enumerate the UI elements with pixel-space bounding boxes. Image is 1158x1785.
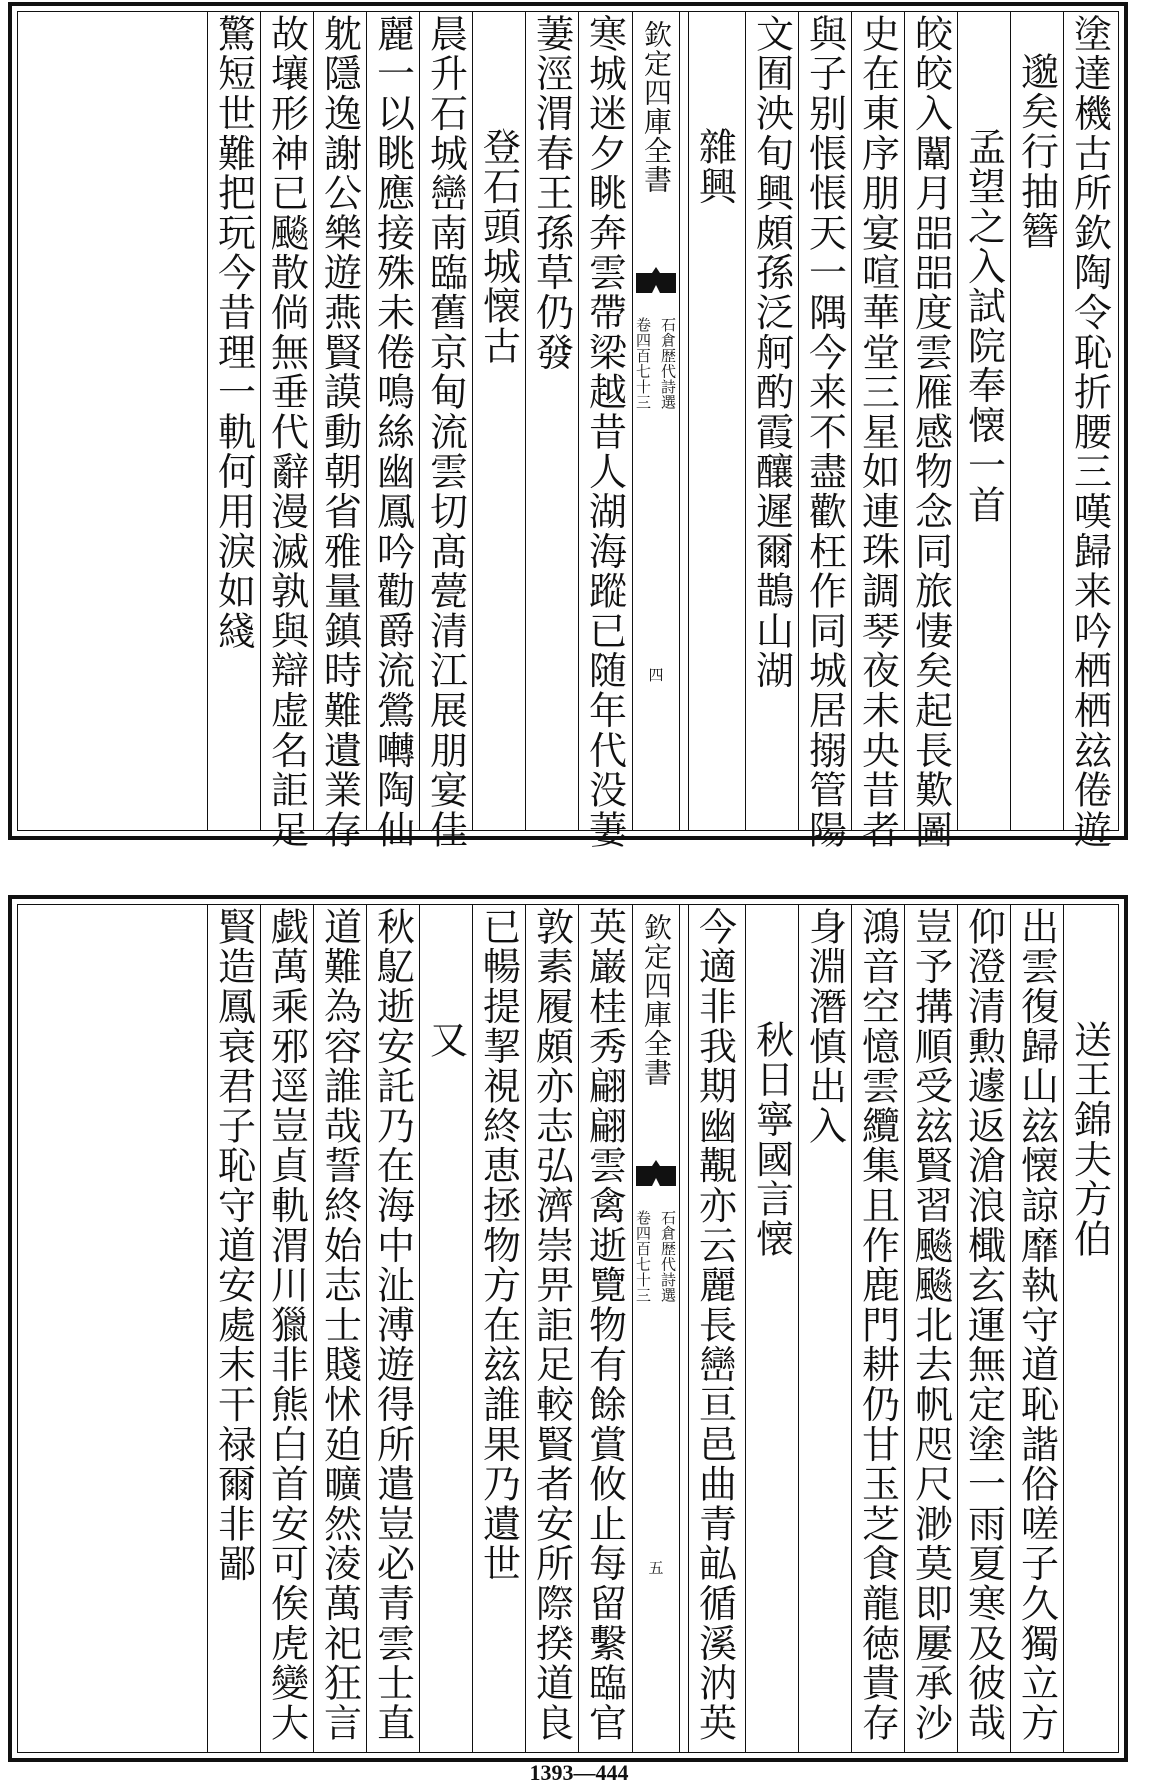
top-page [8, 2, 1128, 850]
column-rule [1010, 905, 1011, 1752]
column-text: 送王錦夫方伯 [1067, 1020, 1112, 1259]
column-rule [1063, 905, 1064, 1752]
column-rule [578, 905, 579, 1752]
column-text: 晨升石城巒南臨舊京甸流雲切髙甍清江展朋宴佳 [423, 14, 468, 850]
text-column [798, 12, 851, 850]
column-rule [957, 12, 958, 830]
column-text: 麗一以眺應接殊未倦鳴絲幽鳳吟勸爵流鶯囀陶仙 [370, 14, 415, 850]
text-column [957, 12, 1010, 830]
column-text: 寒城迷夕眺奔雲帶梁越昔人湖海蹤已随年代没萋 [582, 14, 627, 850]
column-text: 敦素履頗亦志弘濟崇畀詎足較賢者安所際揆道良 [529, 907, 574, 1743]
column-rule [688, 12, 689, 830]
text-column [472, 12, 525, 830]
text-column [578, 905, 631, 1752]
column-rule [419, 12, 420, 830]
column-rule [207, 905, 208, 1752]
column-rule [313, 12, 314, 830]
fold-edge [679, 905, 680, 1752]
column-text: 與子别悵悵天一隅今来不盡歡枉作同城居搦管陽 [802, 14, 847, 850]
column-text: 豈予搆順受玆賢習飈飈北去帆咫尺渺莫即屢承沙 [908, 907, 953, 1743]
text-column [1063, 12, 1116, 850]
text-column [957, 905, 1010, 1752]
column-rule [957, 905, 958, 1752]
column-text: 雜興 [692, 127, 737, 207]
top-page-frame [17, 11, 1119, 850]
column-text: 塗達機古所欽陶令恥折腰三嘆歸来吟栖栖玆倦遊 [1067, 14, 1112, 850]
column-rule [578, 12, 579, 830]
column-text: 道難為容誰哉誓終始志士賤怵廹曠然淩萬祀狂言 [317, 907, 362, 1743]
text-column [207, 905, 260, 1752]
text-column [419, 905, 472, 1752]
text-column [851, 12, 904, 850]
fold-series-title: 欽定四庫全書 [640, 913, 673, 1087]
column-rule [745, 905, 746, 1752]
column-rule [525, 905, 526, 1752]
text-column [745, 905, 798, 1752]
fold-series-title: 欽定四庫全書 [640, 20, 673, 194]
column-rule [904, 905, 905, 1752]
column-rule [472, 905, 473, 1752]
fold-book-title: 石倉歴代詩選 [659, 1210, 677, 1303]
text-column [1063, 905, 1116, 1752]
text-column [260, 905, 313, 1752]
text-column [419, 12, 472, 850]
column-rule [472, 12, 473, 830]
column-rule [366, 12, 367, 830]
column-text: 史在東序朋宴喧華堂三星如連珠調琴夜未央昔者 [855, 14, 900, 850]
column-text: 鴻音空憶雲纜集且作鹿門耕仍甘玉芝食龍徳貴存 [855, 907, 900, 1743]
column-rule [525, 12, 526, 830]
fold-edge [679, 12, 680, 830]
text-column [525, 12, 578, 830]
column-rule [260, 905, 261, 1752]
fishtail-mark-icon [636, 1160, 676, 1186]
column-rule [688, 905, 689, 1752]
column-text: 今適非我期幽覯亦云麗長巒亘邑曲青畆循溪汭英 [692, 907, 737, 1743]
column-rule [419, 905, 420, 1752]
column-rule [851, 12, 852, 830]
text-column [260, 12, 313, 850]
column-text: 登石頭城懐古 [476, 127, 521, 366]
column-rule [207, 12, 208, 830]
text-column [525, 905, 578, 1752]
column-text: 又 [423, 1020, 468, 1060]
column-rule [366, 905, 367, 1752]
text-column [1010, 12, 1063, 830]
column-rule [1010, 12, 1011, 830]
column-rule [798, 12, 799, 830]
text-column [1010, 905, 1063, 1752]
text-column [366, 12, 419, 850]
text-column [688, 905, 741, 1752]
center-fold [632, 12, 680, 830]
column-rule [798, 905, 799, 1752]
column-text: 秋鳦逝安託乃在海中沚溥遊得所遣豈必青雲士直 [370, 907, 415, 1743]
column-text: 身淵潛慎出入 [802, 907, 847, 1146]
column-text: 躭隱逸謝公樂遊燕賢謨動朝省雅量鎮時難遺業存 [317, 14, 362, 850]
fold-meta [634, 317, 678, 410]
column-text: 故壤形神已飈散倘無垂代辭漫滅孰與辯虚名詎足 [264, 14, 309, 850]
column-text: 賢造鳳衰君子恥守道安處末干禄爾非鄙 [211, 907, 256, 1584]
column-text: 文囿泱旬興頗孫泛舸酌霞釀遲爾鵲山湖 [749, 14, 794, 691]
text-column [578, 12, 631, 850]
column-rule [313, 905, 314, 1752]
column-rule [1063, 12, 1064, 830]
column-text: 邈矣行抽簪 [1014, 52, 1059, 251]
column-rule [851, 905, 852, 1752]
column-text: 英巌桂秀翩翩雲禽逝覽物有餘賞攸止每留繫臨官 [582, 907, 627, 1743]
fishtail-mark-icon [636, 267, 676, 293]
text-column [472, 905, 525, 1752]
text-column [313, 12, 366, 850]
column-rule [904, 12, 905, 830]
fold-edge [632, 905, 633, 1752]
fold-meta [634, 1210, 678, 1303]
column-text: 仰澄清勲遽返滄浪檝玄運無定塗一雨夏寒及彼哉 [961, 907, 1006, 1743]
page-number: 1393—444 [529, 1760, 629, 1785]
column-text: 驚短世難把玩今昔理一軌何用淚如綫 [211, 14, 256, 651]
text-column [745, 12, 798, 830]
column-text: 萋涇渭春王孫草仍發 [529, 14, 574, 373]
column-text: 孟望之入試院奉懐一首 [961, 127, 1006, 525]
fold-volume: 卷四百七十三 [634, 317, 652, 410]
bottom-page-frame [17, 904, 1119, 1753]
text-column [313, 905, 366, 1752]
column-rule [745, 12, 746, 830]
column-text: 已暢提挈視終恵拯物方在玆誰果乃遺世 [476, 907, 521, 1584]
text-column [798, 905, 851, 1752]
fold-volume: 卷四百七十三 [634, 1210, 652, 1303]
text-column [904, 905, 957, 1752]
text-column [366, 905, 419, 1752]
fold-book-title: 石倉歴代詩選 [659, 317, 677, 410]
column-text: 秋日寧國言懐 [749, 1020, 794, 1259]
column-text: 皎皎入闈月㗊㗊度雲雁感物念同旅悽矣起長歎圖 [908, 14, 953, 850]
text-column [851, 905, 904, 1752]
column-text: 出雲復歸山玆懐諒靡執守道恥諧俗嗟子久獨立方 [1014, 907, 1059, 1743]
text-column [904, 12, 957, 850]
column-text: 戯萬乘邪逕豈貞軌渭川獵非熊白首安可俟虎變大 [264, 907, 309, 1743]
text-column [207, 12, 260, 830]
fold-edge [632, 12, 633, 830]
text-column [688, 12, 741, 830]
fold-leaf-number: 四 [646, 667, 665, 682]
bottom-page [8, 895, 1128, 1762]
center-fold [632, 905, 680, 1752]
column-rule [260, 12, 261, 830]
fold-leaf-number: 五 [646, 1560, 665, 1575]
